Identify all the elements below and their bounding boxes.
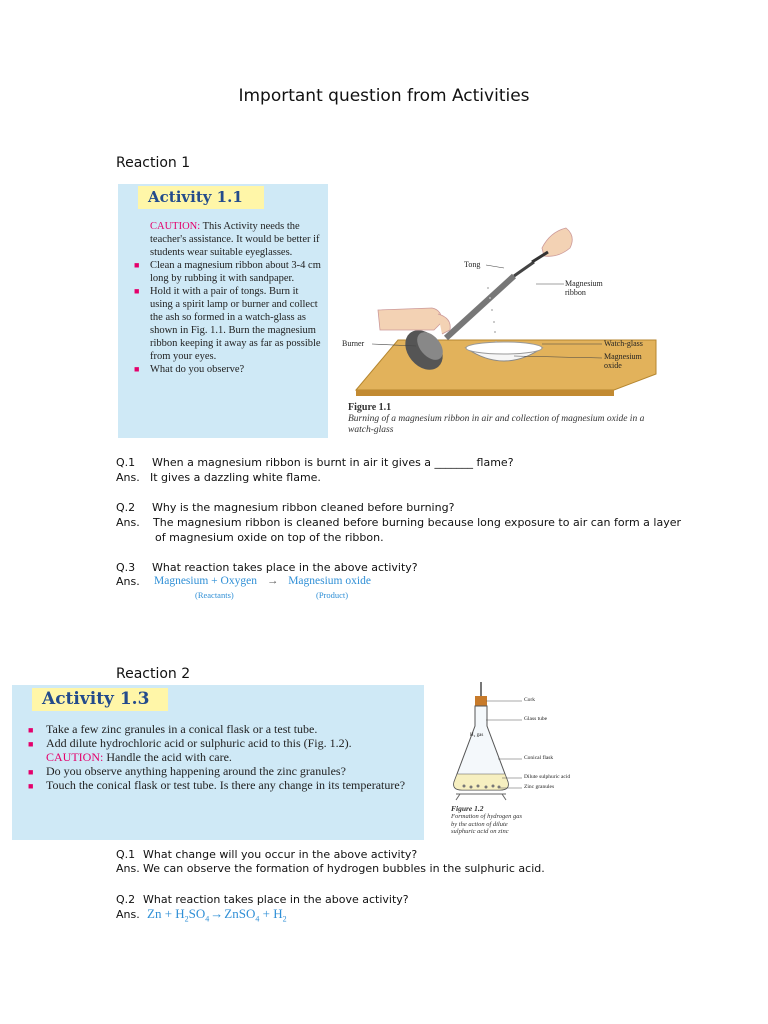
list-item: ■ Clean a magnesium ribbon about 3-4 cm long by rubbing it with sandpaper. — [134, 260, 321, 284]
r1-answer-2: Ans. The magnesium ribbon is cleaned before burning because long exposure to air can form a layer — [116, 516, 681, 529]
r1-answer-2-cont: of magnesium oxide on top of the ribbon. — [155, 531, 384, 544]
label-dilute-acid: Dilute sulphuric acid — [524, 774, 571, 780]
activity-1-3-text — [26, 722, 418, 792]
r2-answer-1: Ans. We can observe the formation of hydrogen bubbles in the sulphuric acid. — [116, 862, 545, 875]
label-conical-flask: Conical flask — [524, 755, 554, 761]
r1-question-1: Q.1 When a magnesium ribbon is burnt in air it gives a _______ flame? — [116, 456, 514, 469]
label-watch-glass: Watch-glass — [604, 339, 643, 348]
caution-note-2: CAUTION: Handle the acid with care. — [46, 750, 232, 764]
hand-icon — [378, 308, 442, 330]
figure-1-1-number: Figure 1.1 — [348, 402, 392, 413]
figure-1-2-caption: Formation of hydrogen gas by the action of dilute sulphuric acid on zinc — [451, 813, 523, 835]
label-magnesium-ribbon: Magnesium ribbon — [565, 279, 603, 297]
figure-1-1-caption: Burning of a magnesium ribbon in air and collection of magnesium oxide in a watch-glass — [348, 414, 645, 435]
caution-text: This Activity needs the teacher's assistance. It would be better if students wear suitable eyeglasses. — [150, 221, 320, 258]
label-zinc-granules: Zinc granules — [524, 784, 555, 790]
r1-answer-3-label: Ans. — [116, 575, 140, 588]
eq-reactants-note: (Reactants) — [195, 590, 234, 600]
list-item: ■ Add dilute hydrochloric acid or sulphuric acid to this (Fig. 1.2). — [28, 736, 352, 750]
caution-word: CAUTION: — [150, 221, 201, 232]
r1-question-2: Q.2 Why is the magnesium ribbon cleaned before burning? — [116, 501, 455, 514]
r1-equation — [154, 575, 371, 587]
reaction-1-heading: Reaction 1 — [116, 155, 191, 171]
list-item: ■ Hold it with a pair of tongs. Burn it using a spirit lamp or burner and collect the ash so formed in a watch-glass as shown in Fig. 1.1. Burn the magnesium ribbon keeping it away as far as possible from your eyes. — [134, 286, 321, 362]
r2-question-1: Q.1 What change will you occur in the above activity? — [116, 848, 418, 861]
figure-1-2-leader-lines — [486, 700, 526, 795]
eq-reactants: Magnesium + Oxygen — [154, 575, 257, 587]
list-item: ■ What do you observe? — [134, 364, 245, 375]
r1-question-3: Q.3 What reaction takes place in the above activity? — [116, 561, 418, 574]
r1-answer-1: Ans. It gives a dazzling white flame. — [116, 471, 321, 484]
tong-icon — [446, 276, 514, 338]
label-h2-gas: H₂ gas — [470, 733, 484, 738]
list-item: ■ Take a few zinc granules in a conical flask or a test tube. — [28, 722, 318, 736]
page-title: Important question from Activities — [238, 86, 530, 106]
label-tong: Tong — [464, 260, 481, 269]
r2-equation: $Zn + H_2SO_4\to ZnSO_4 + H_2$ — [147, 906, 287, 924]
r2-answer-2-label: Ans. — [116, 908, 140, 921]
reaction-2-heading: Reaction 2 — [116, 666, 191, 682]
activity-1-1-badge: Activity 1.1 — [138, 186, 264, 209]
list-item: ■ Touch the conical flask or test tube. Is there any change in its temperature? — [28, 778, 406, 792]
activity-1-3-badge: Activity 1.3 — [32, 688, 168, 711]
label-burner: Burner — [342, 339, 365, 348]
activity-1-1-box — [118, 184, 328, 438]
figure-1-2-number: Figure 1.2 — [451, 804, 484, 813]
table-edge — [356, 390, 614, 396]
activity-1-3-box — [12, 685, 424, 840]
eq-arrow: → — [266, 575, 279, 587]
eq-product: Magnesium oxide — [288, 575, 371, 587]
label-magnesium-oxide: Magnesium oxide — [604, 352, 642, 370]
list-item: ■ Do you observe anything happening around the zinc granules? — [28, 764, 346, 778]
caution-note — [130, 220, 322, 259]
label-glass-tube: Glass tube — [524, 716, 548, 722]
r2-question-2: Q.2 What reaction takes place in the above activity? — [116, 893, 409, 906]
label-cork: Cork — [524, 697, 535, 703]
eq-product-note: (Product) — [316, 590, 349, 600]
activity-1-1-text — [130, 220, 322, 376]
